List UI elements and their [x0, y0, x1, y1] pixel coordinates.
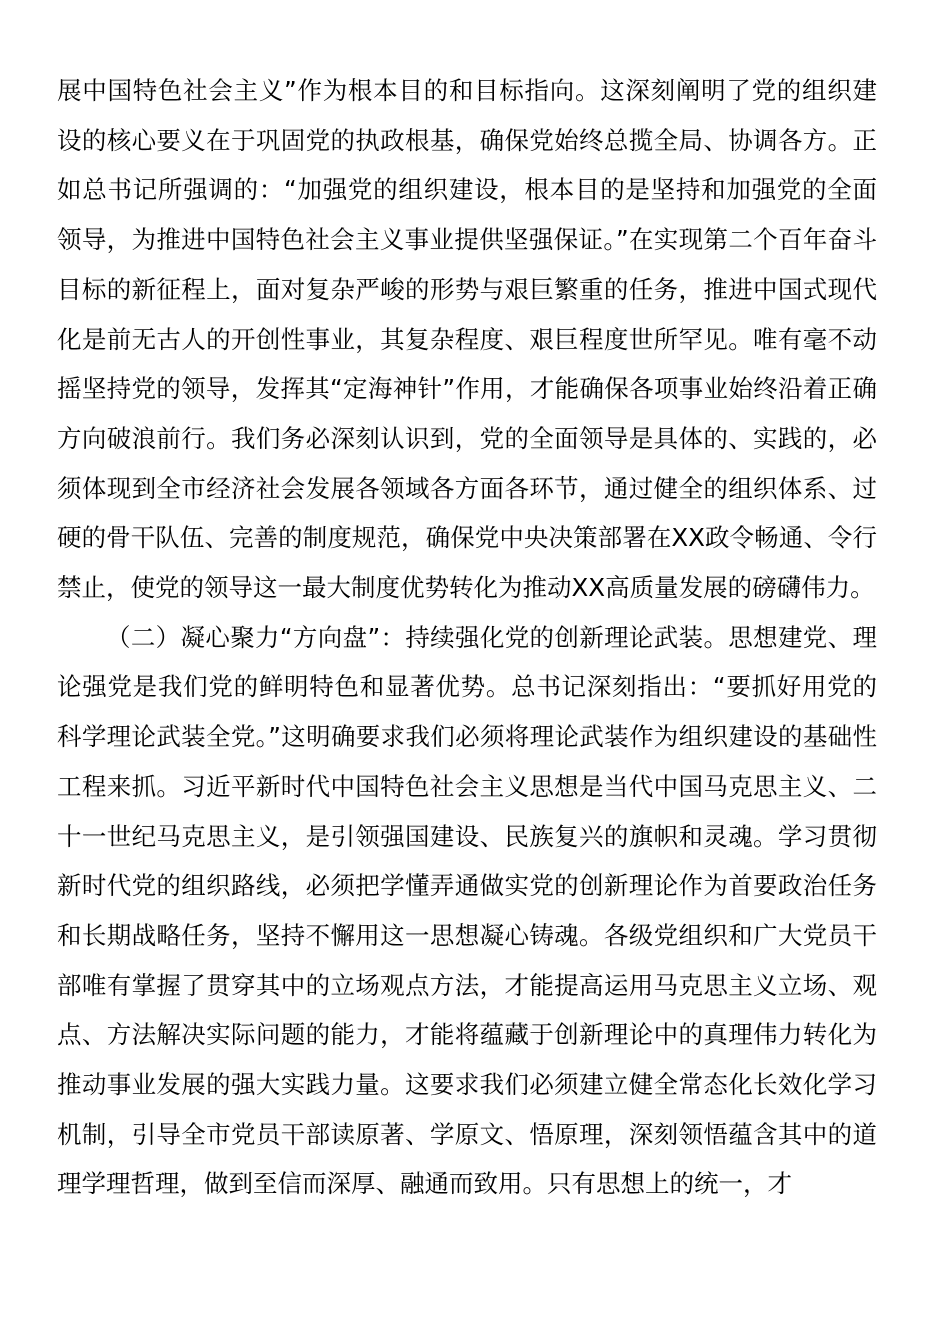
document-body — [57, 66, 877, 1209]
paragraph-section-2: （二）凝心聚力“方向盘”：持续强化党的创新理论武装。思想建党、理论强党是我们党的鲜明特色和显著优势。总书记深刻指出：“要抓好用党的科学理论武装全党。”这明确要求我们必须将理论武装作为组织建设的基础性工程来抓。习近平新时代中国特色社会主义思想是当代中国马克思主义、二十一世纪马克思主义，是引领强国建设、民族复兴的旗帜和灵魂。学习贯彻新时代党的组织路线，必须把学懂弄通做实党的创新理论作为首要政治任务和长期战略任务，坚持不懈用这一思想凝心铸魂。各级党组织和广大党员干部唯有掌握了贯穿其中的立场观点方法，才能提高运用马克思主义立场、观点、方法解决实际问题的能力，才能将蕴藏于创新理论中的真理伟力转化为推动事业发展的强大实践力量。这要求我们必须建立健全常态化长效化学习机制，引导全市党员干部读原著、学原文、悟原理，深刻领悟蕴含其中的道理学理哲理，做到至信而深厚、融通而致用。只有思想上的统一，才 — [57, 622, 877, 1199]
paragraph-continued: 展中国特色社会主义”作为根本目的和目标指向。这深刻阐明了党的组织建设的核心要义在于巩固党的执政根基，确保党始终总揽全局、协调各方。正如总书记所强调的：“加强党的组织建设，根本目的是坚持和加强党的全面领导，为推进中国特色社会主义事业提供坚强保证。”在实现第二个百年奋斗目标的新征程上，面对复杂严峻的形势与艰巨繁重的任务，推进中国式现代化是前无古人的开创性事业，其复杂程度、艰巨程度世所罕见。唯有毫不动摇坚持党的领导，发挥其“定海神针”作用，才能确保各项事业始终沿着正确方向破浪前行。我们务必深刻认识到，党的全面领导是具体的、实践的，必须体现到全市经济社会发展各领域各方面各环节，通过健全的组织体系、过硬的骨干队伍、完善的制度规范，确保党中央决策部署在XX政令畅通、令行禁止，使党的领导这一最大制度优势转化为推动XX高质量发展的磅礴伟力。 — [57, 76, 877, 603]
